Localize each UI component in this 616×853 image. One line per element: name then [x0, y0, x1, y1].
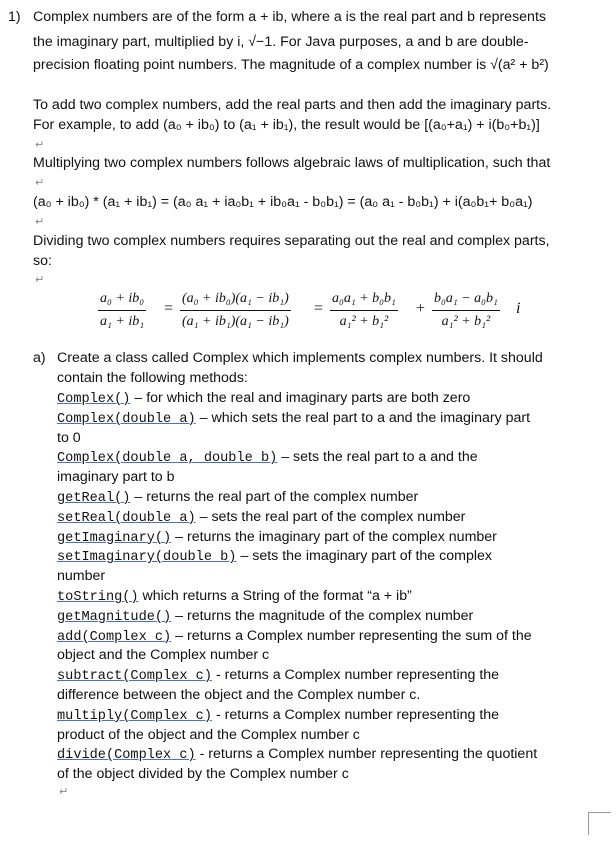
add-line-1: To add two complex numbers, add the real parts and then add the imaginary parts.	[33, 97, 552, 113]
method-continuation: to 0	[57, 429, 81, 446]
method-item	[57, 546, 492, 568]
method-signature: setImaginary(double b)	[57, 550, 237, 566]
method-signature: Complex(double a)	[57, 411, 196, 427]
method-signature: getMagnitude()	[57, 609, 172, 625]
method-description: – sets the real part of the complex number	[195, 508, 466, 525]
method-signature: getImaginary()	[57, 530, 172, 546]
method-continuation: imaginary part to b	[57, 469, 175, 486]
method-item	[57, 487, 418, 509]
div-line-1: Dividing two complex numbers requires separating out the real and complex parts,	[33, 233, 550, 249]
method-description: – returns the magnitude of the complex number	[171, 607, 474, 624]
method-description: – for which the real and imaginary parts are both zero	[130, 390, 471, 406]
method-item	[57, 744, 537, 766]
method-description: - returns a Complex number representing the	[212, 667, 500, 684]
page-corner-mark	[588, 812, 611, 835]
add-line-2: For example, to add (a₀ + ib₀) to (a₁ + ib₁), the result would be [(a₀+a₁) + i(b₀+b₁)]	[33, 117, 540, 133]
method-item	[57, 527, 497, 549]
part-a-line-1: Create a class called Complex which implements complex numbers. It should	[57, 350, 543, 366]
method-signature: divide(Complex c)	[57, 748, 196, 764]
method-signature: Complex()	[57, 392, 131, 407]
div-line-2: so:	[33, 253, 52, 269]
part-a-line-2: contain the following methods:	[57, 370, 248, 386]
method-description: – returns a Complex number representing the sum of the	[171, 627, 532, 644]
paragraph-mark: ↵	[59, 786, 69, 798]
imaginary-unit: i	[516, 300, 521, 317]
method-signature: getReal()	[57, 491, 131, 506]
fraction-3-numerator: a₀a₁ + b₀b₁	[330, 288, 398, 311]
fraction-4	[432, 288, 500, 333]
method-description: – sets the imaginary part of the complex	[236, 548, 492, 565]
intro-line-2: the imaginary part, multiplied by i, √−1. For Java purposes, a and b are double-	[33, 34, 529, 50]
mult-line: Multiplying two complex numbers follows algebraic laws of multiplication, such that	[33, 155, 551, 171]
method-continuation: product of the object and the Complex number c	[57, 726, 360, 743]
method-continuation: number	[57, 568, 106, 585]
method-item	[57, 447, 478, 469]
method-continuation: difference between the object and the Complex number c.	[57, 687, 421, 703]
method-signature: Complex(double a, double b)	[57, 451, 278, 467]
method-signature: add(Complex c)	[57, 629, 172, 645]
method-description: - returns a Complex number representing the	[212, 706, 500, 723]
fraction-2-numerator: (a₀ + ib₀)(a₁ − ib₁)	[180, 288, 291, 311]
method-description: - returns a Complex number representing the quotient	[195, 746, 538, 763]
paragraph-mark: ↵	[35, 177, 45, 189]
fraction-2	[180, 288, 291, 333]
fraction-1-denominator: a₁ + ib₁	[100, 314, 145, 329]
method-item	[57, 665, 499, 687]
fraction-4-denominator: a₁² + b₁²	[441, 314, 491, 329]
fraction-2-denominator: (a₁ + ib₁)(a₁ − ib₁)	[182, 314, 289, 329]
method-description: – which sets the real part to a and the imaginary part	[195, 409, 531, 426]
method-continuation: object and the Complex number c	[57, 647, 270, 664]
method-signature: toString()	[57, 590, 139, 605]
paragraph-mark: ↵	[35, 139, 45, 151]
part-a-label: a)	[33, 350, 46, 366]
method-item	[57, 408, 530, 430]
method-item	[57, 388, 470, 410]
fraction-1	[98, 288, 146, 333]
intro-line-3: precision floating point numbers. The magnitude of a complex number is √(a² + b²)	[33, 57, 549, 73]
intro-line-1: Complex numbers are of the form a + ib, where a is the real part and b represents	[33, 9, 546, 25]
equals-sign: =	[314, 300, 324, 317]
paragraph-mark: ↵	[35, 216, 45, 228]
method-description: – sets the real part to a and the	[277, 449, 478, 466]
method-signature: setReal(double a)	[57, 510, 196, 526]
method-continuation: of the object divided by the Complex number c	[57, 766, 349, 783]
method-signature: subtract(Complex c)	[57, 669, 212, 685]
plus-sign: +	[416, 300, 426, 317]
fraction-1-numerator: a₀ + ib₀	[98, 288, 146, 311]
method-item	[57, 705, 499, 727]
mult-formula: (a₀ + ib₀) * (a₁ + ib₁) = (a₀ a₁ + ia₀b₁ + ib₀a₁ - b₀b₁) = (a₀ a₁ - b₀b₁) + i(a₀b₁+ b₀a₁)	[33, 194, 533, 210]
method-item	[57, 507, 465, 529]
method-description: – returns the imaginary part of the complex number	[171, 528, 497, 545]
method-description: – returns the real part of the complex number	[130, 489, 419, 505]
method-item	[57, 626, 532, 648]
method-item	[57, 606, 473, 628]
fraction-3	[330, 288, 398, 333]
problem-number: 1)	[8, 9, 21, 25]
equals-sign: =	[164, 300, 174, 317]
paragraph-mark: ↵	[35, 274, 45, 286]
fraction-4-numerator: b₀a₁ − a₀b₁	[432, 288, 500, 311]
method-item	[57, 586, 412, 608]
method-signature: multiply(Complex c)	[57, 708, 212, 724]
fraction-3-denominator: a₁² + b₁²	[339, 314, 389, 329]
method-description: which returns a String of the format “a + ib”	[138, 588, 412, 604]
